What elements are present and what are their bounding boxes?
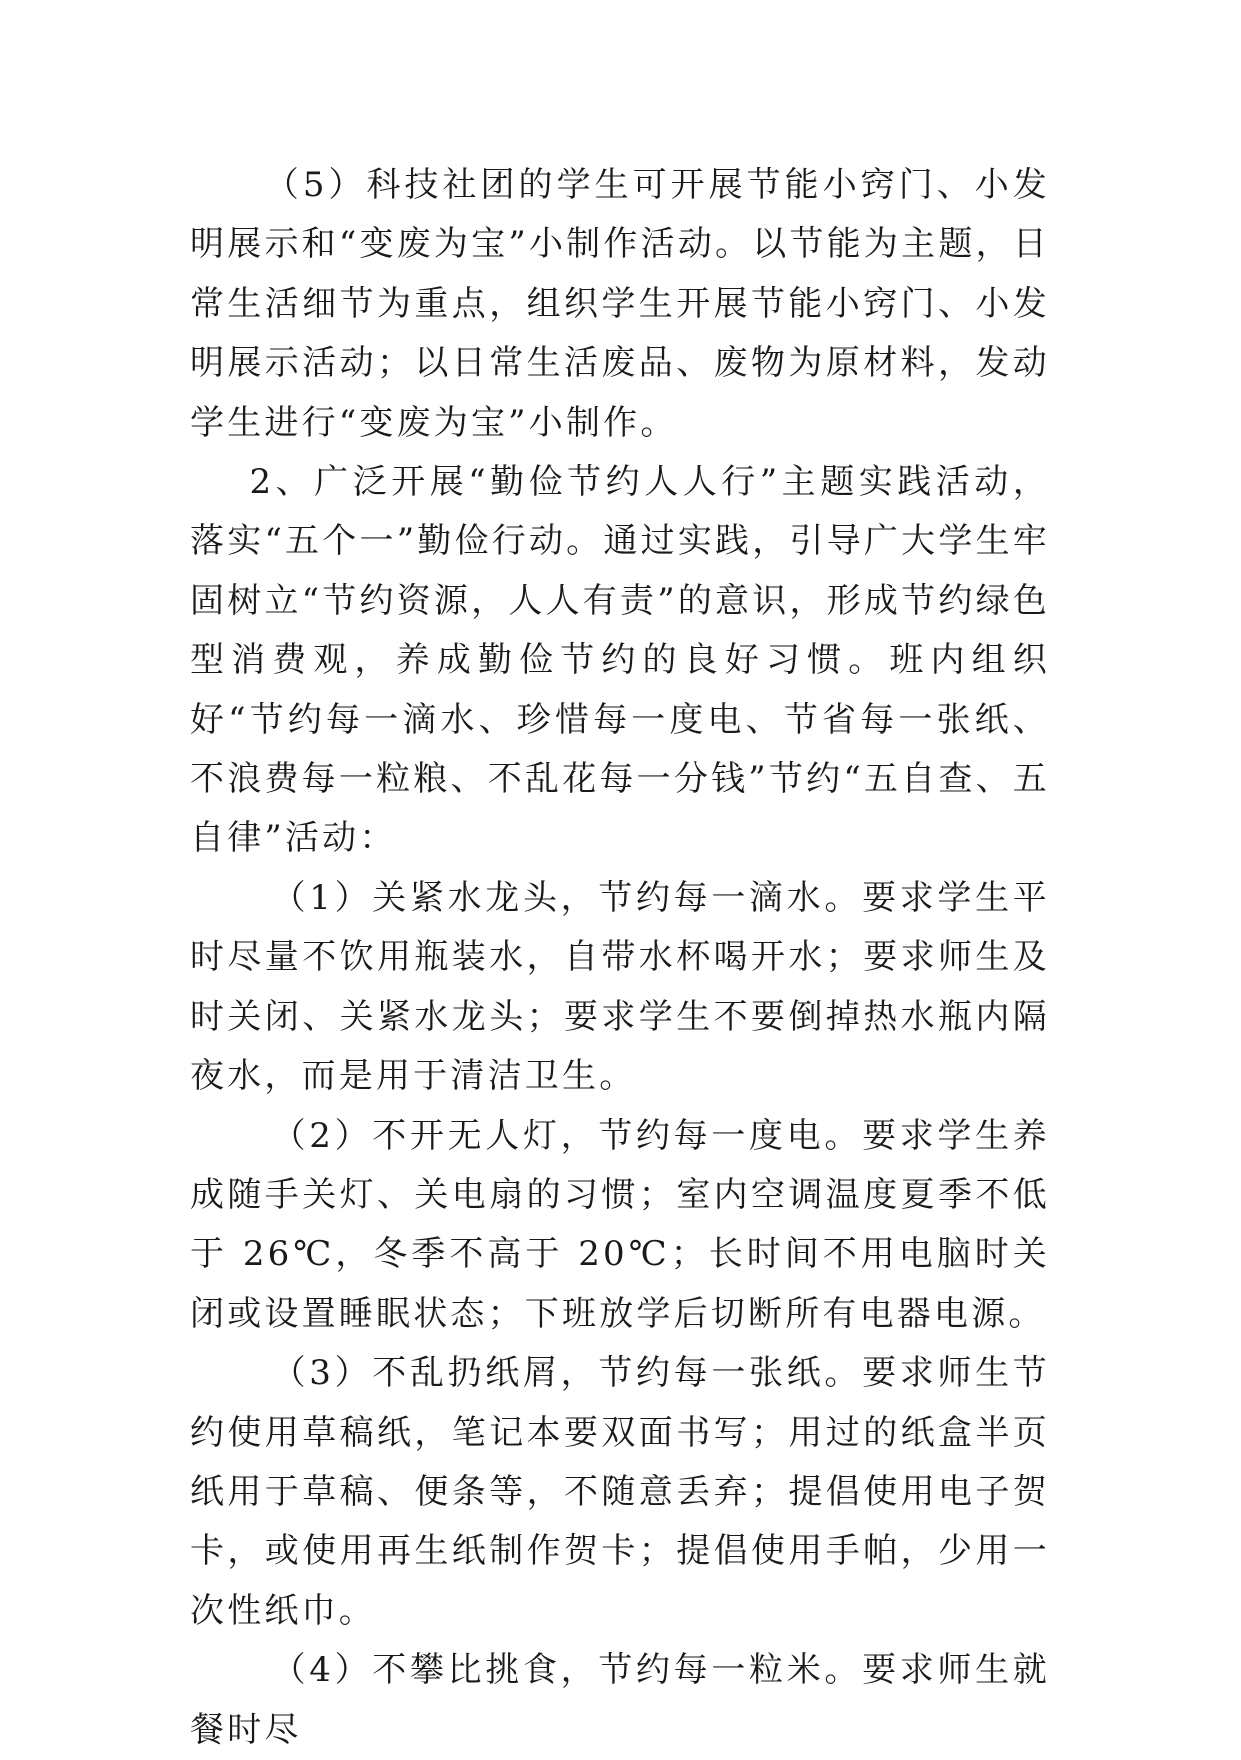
paragraph-save-water: （1）关紧水龙头，节约每一滴水。要求学生平时尽量不饮用瓶装水，自带水杯喝开水；要求师生及时关闭、关紧水龙头；要求学生不要倒掉热水瓶内隔夜水，而是用于清洁卫生。 [190, 877, 1050, 1097]
paragraph-save-food: （4）不攀比挑食，节约每一粒米。要求师生就餐时尽 [190, 1650, 1050, 1750]
document-body [190, 156, 1050, 1760]
paragraph-thrift-campaign: 2、广泛开展“勤俭节约人人行”主题实践活动，落实“五个一”勤俭行动。通过实践，引导广大学生牢固树立“节约资源，人人有责”的意识，形成节约绿色型消费观，养成勤俭节约的良好习惯。班内组织好“节约每一滴水、珍惜每一度电、节省每一张纸、不浪费每一粒粮、不乱花每一分钱”节约“五自查、五自律”活动： [190, 462, 1050, 859]
paragraph-science-club: （5）科技社团的学生可开展节能小窍门、小发明展示和“变废为宝”小制作活动。以节能为主题，日常生活细节为重点，组织学生开展节能小窍门、小发明展示活动；以日常生活废品、废物为原材料，发动学生进行“变废为宝”小制作。 [190, 165, 1050, 443]
paragraph-save-electricity: （2）不开无人灯，节约每一度电。要求学生养成随手关灯、关电扇的习惯；室内空调温度夏季不低于 26℃，冬季不高于 20℃；长时间不用电脑时关闭或设置睡眠状态；下班放学后切断所有电器电源。 [190, 1115, 1050, 1334]
paragraph-save-paper: （3）不乱扔纸屑，节约每一张纸。要求师生节约使用草稿纸，笔记本要双面书写；用过的纸盒半页纸用于草稿、便条等，不随意丢弃；提倡使用电子贺卡，或使用再生纸制作贺卡；提倡使用手帕，少用一次性纸巾。 [190, 1353, 1050, 1631]
